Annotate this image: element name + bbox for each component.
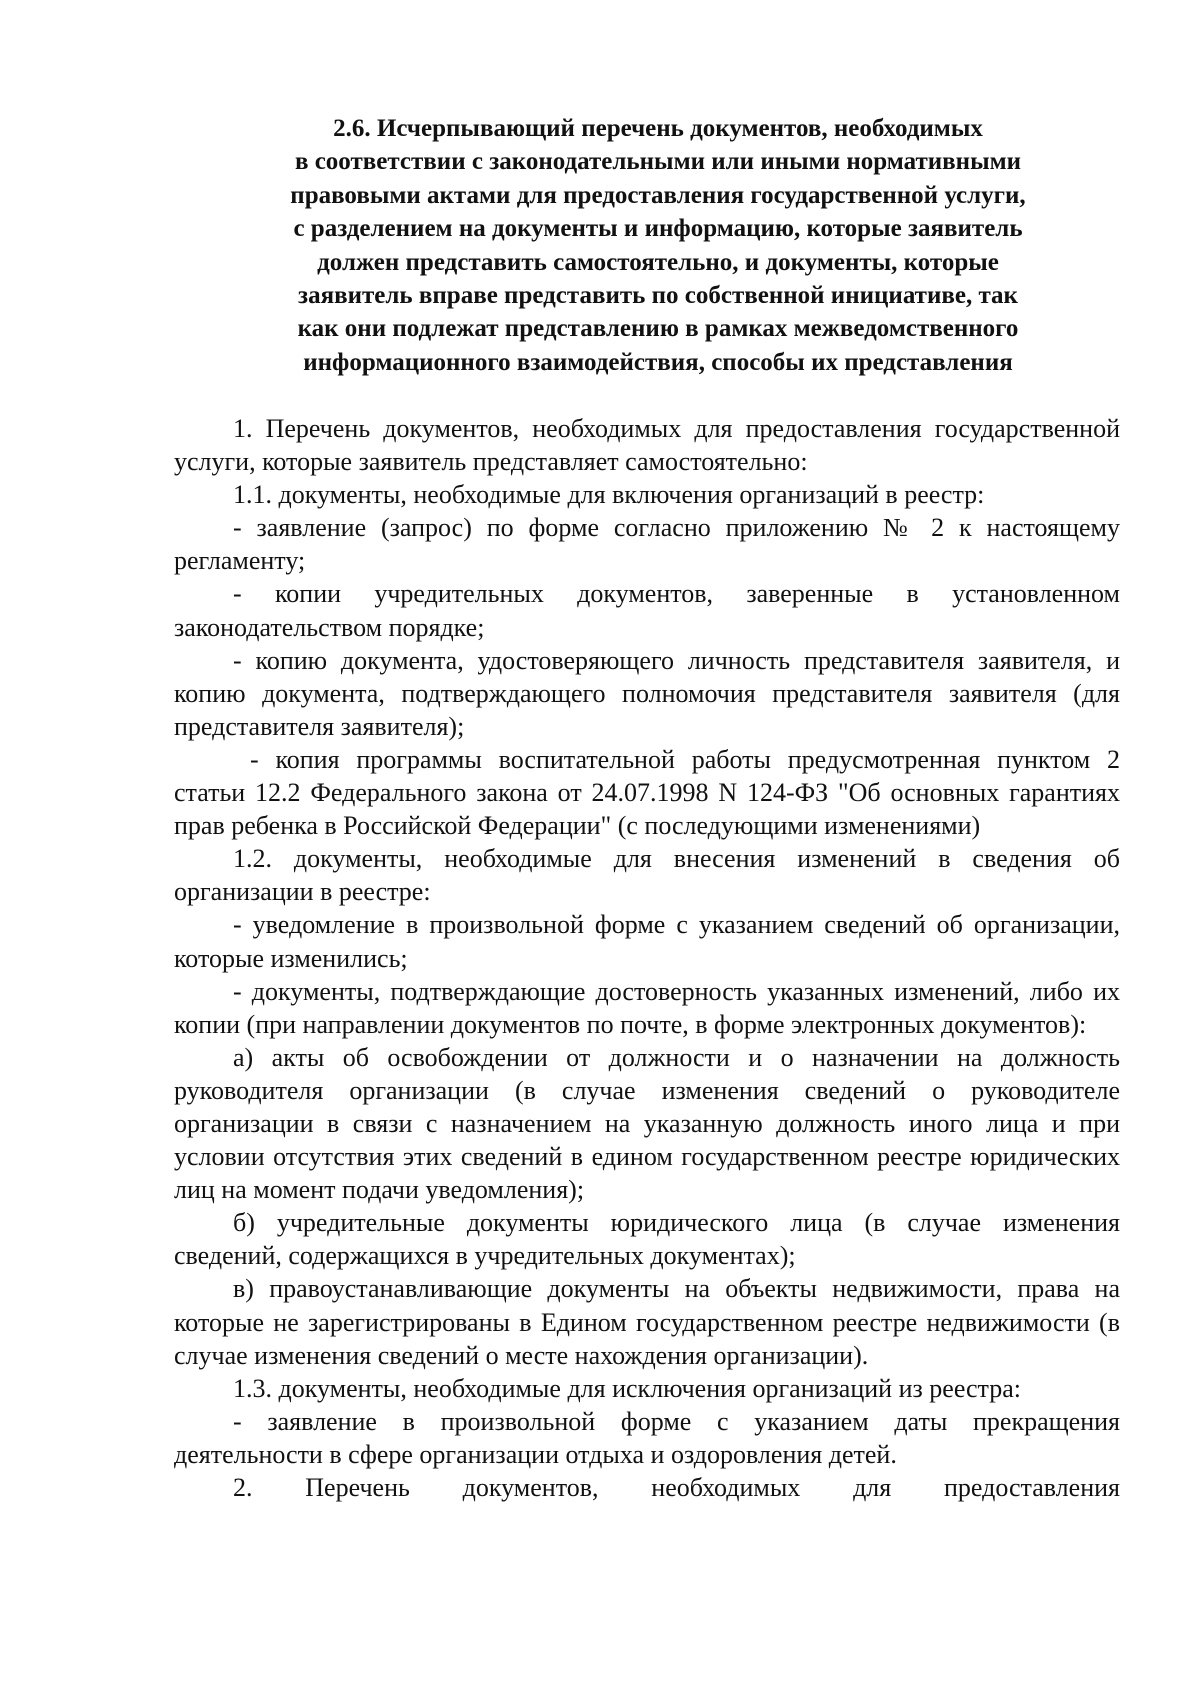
paragraph-exclusion-application: - заявление в произвольной форме с указанием даты прекращения деятельности в сфере организации отдыха и оздоровления детей.: [174, 1406, 1120, 1469]
heading-line: 2.6. Исчерпывающий перечень документов, необходимых: [333, 115, 983, 142]
paragraph-identity-copy: - копию документа, удостоверяющего личность представителя заявителя, и копию документа, подтверждающего полномочия представителя заявителя (для представителя заявителя);: [174, 645, 1120, 741]
paragraph-education-program: - копия программы воспитательной работы предусмотренная пунктом 2 статьи 12.2 Федерального закона от 24.07.1998 N 124-ФЗ "Об основных гарантиях прав ребенка в Российской Федерации" (с последующими изменениями): [174, 744, 1120, 841]
paragraph-item-a: а) акты об освобождении от должности и о назначении на должность руководителя организации (в случае изменения сведений о руководителе организации в связи с назначением на указанную должность иного лица и при условии отсутствия этих сведений в едином государственном реестре юридических лиц на момент подачи уведомления);: [174, 1042, 1120, 1205]
paragraph-item-v: в) правоустанавливающие документы на объекты недвижимости, права на которые не зарегистрированы в Едином государственном реестре недвижимости (в случае изменения сведений о месте нахождения организации).: [174, 1274, 1120, 1370]
heading-line: правовыми актами для предоставления государственной услуги,: [290, 181, 1026, 209]
paragraph-item-2: 2. Перечень документов, необходимых для предоставления: [233, 1473, 1120, 1502]
paragraph-item-1-2: 1.2. документы, необходимые для внесения изменений в сведения об организации в реестре:: [174, 844, 1120, 907]
paragraph-item-1: 1. Перечень документов, необходимых для предоставления государственной услуги, которые заявитель представляет самостоятельно:: [174, 414, 1120, 477]
paragraph-item-1-3: 1.3. документы, необходимые для исключения организаций из реестра:: [233, 1373, 1021, 1403]
heading-line: информационного взаимодействия, способы их представления: [303, 348, 1013, 376]
heading-line: с разделением на документы и информацию, которые заявитель: [293, 215, 1023, 243]
heading-line: должен представить самостоятельно, и документы, которые: [317, 248, 999, 276]
paragraph-charter-copies: - копии учредительных документов, заверенные в установленном законодательством порядке;: [174, 579, 1120, 642]
document-body: [174, 412, 1120, 1504]
paragraph-confirming-documents: - документы, подтверждающие достоверность указанных изменений, либо их копии (при направлении документов по почте, в форме электронных документов):: [174, 976, 1120, 1039]
paragraph-change-notice: - уведомление в произвольной форме с указанием сведений об организации, которые изменились;: [174, 910, 1120, 973]
paragraph-application-form: - заявление (запрос) по форме согласно приложению № 2 к настоящему регламенту;: [174, 513, 1120, 576]
heading-line: как они подлежат представлению в рамках межведомственного: [297, 315, 1019, 343]
heading-line: в соответствии с законодательными или иными нормативными: [294, 148, 1022, 176]
paragraph-item-b: б) учредительные документы юридического лица (в случае изменения сведений, содержащихся в учредительных документах);: [174, 1208, 1120, 1271]
heading-line: заявитель вправе представить по собственной инициативе, так: [298, 282, 1018, 310]
paragraph-item-1-1: 1.1. документы, необходимые для включения организаций в реестр:: [233, 480, 985, 510]
section-heading: [174, 112, 1142, 379]
